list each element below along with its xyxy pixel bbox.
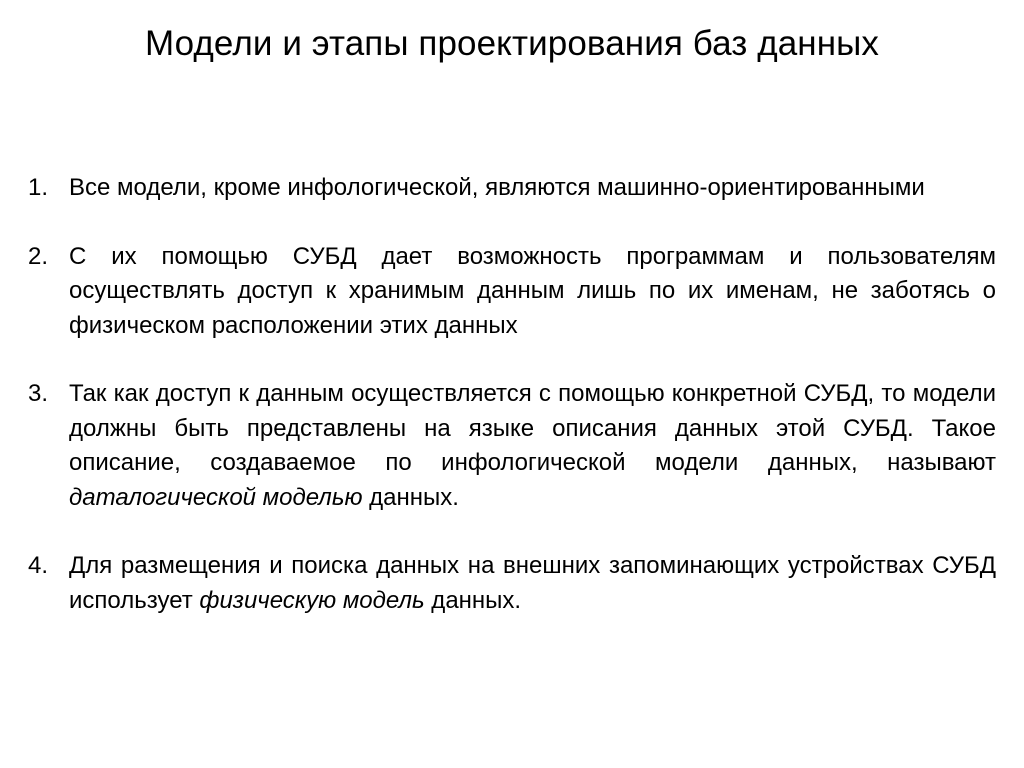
item-text-part: Для размещения и поиска данных на внешних запоминающих устройствах СУБД использует (69, 552, 996, 614)
item-number: 4. (28, 552, 49, 579)
italic-term: даталогической моделью (69, 483, 363, 511)
item-number: 2. (28, 242, 49, 270)
item-text-part: данных. (362, 483, 459, 511)
item-text (69, 380, 996, 511)
item-text: С их помощью СУБД дает возможность программам и пользователям осуществлять доступ к хранимым данным лишь по их именам, не заботясь о физическом расположении этих данных (69, 242, 996, 339)
item-text: Все модели, кроме инфологической, являются машинно-ориентированными (69, 174, 925, 201)
item-text-part: данных. (424, 586, 522, 614)
numbered-list (28, 171, 996, 652)
item-text-part: Так как доступ к данным осуществляется с помощью конкретной СУБД, то модели должны быть представлены на языке описания данных этой СУБД. Такое описание, создаваемое по инфологической модели данных, называют (69, 380, 996, 476)
list-item-1 (28, 171, 996, 206)
item-text (69, 552, 996, 614)
list-item-2 (28, 240, 996, 344)
slide-title: Модели и этапы проектирования баз данных (144, 24, 880, 63)
item-number: 3. (28, 380, 49, 407)
list-item-3 (28, 377, 996, 515)
italic-term: физическую модель (199, 586, 425, 614)
list-item-4 (28, 549, 996, 618)
item-number: 1. (28, 174, 49, 201)
